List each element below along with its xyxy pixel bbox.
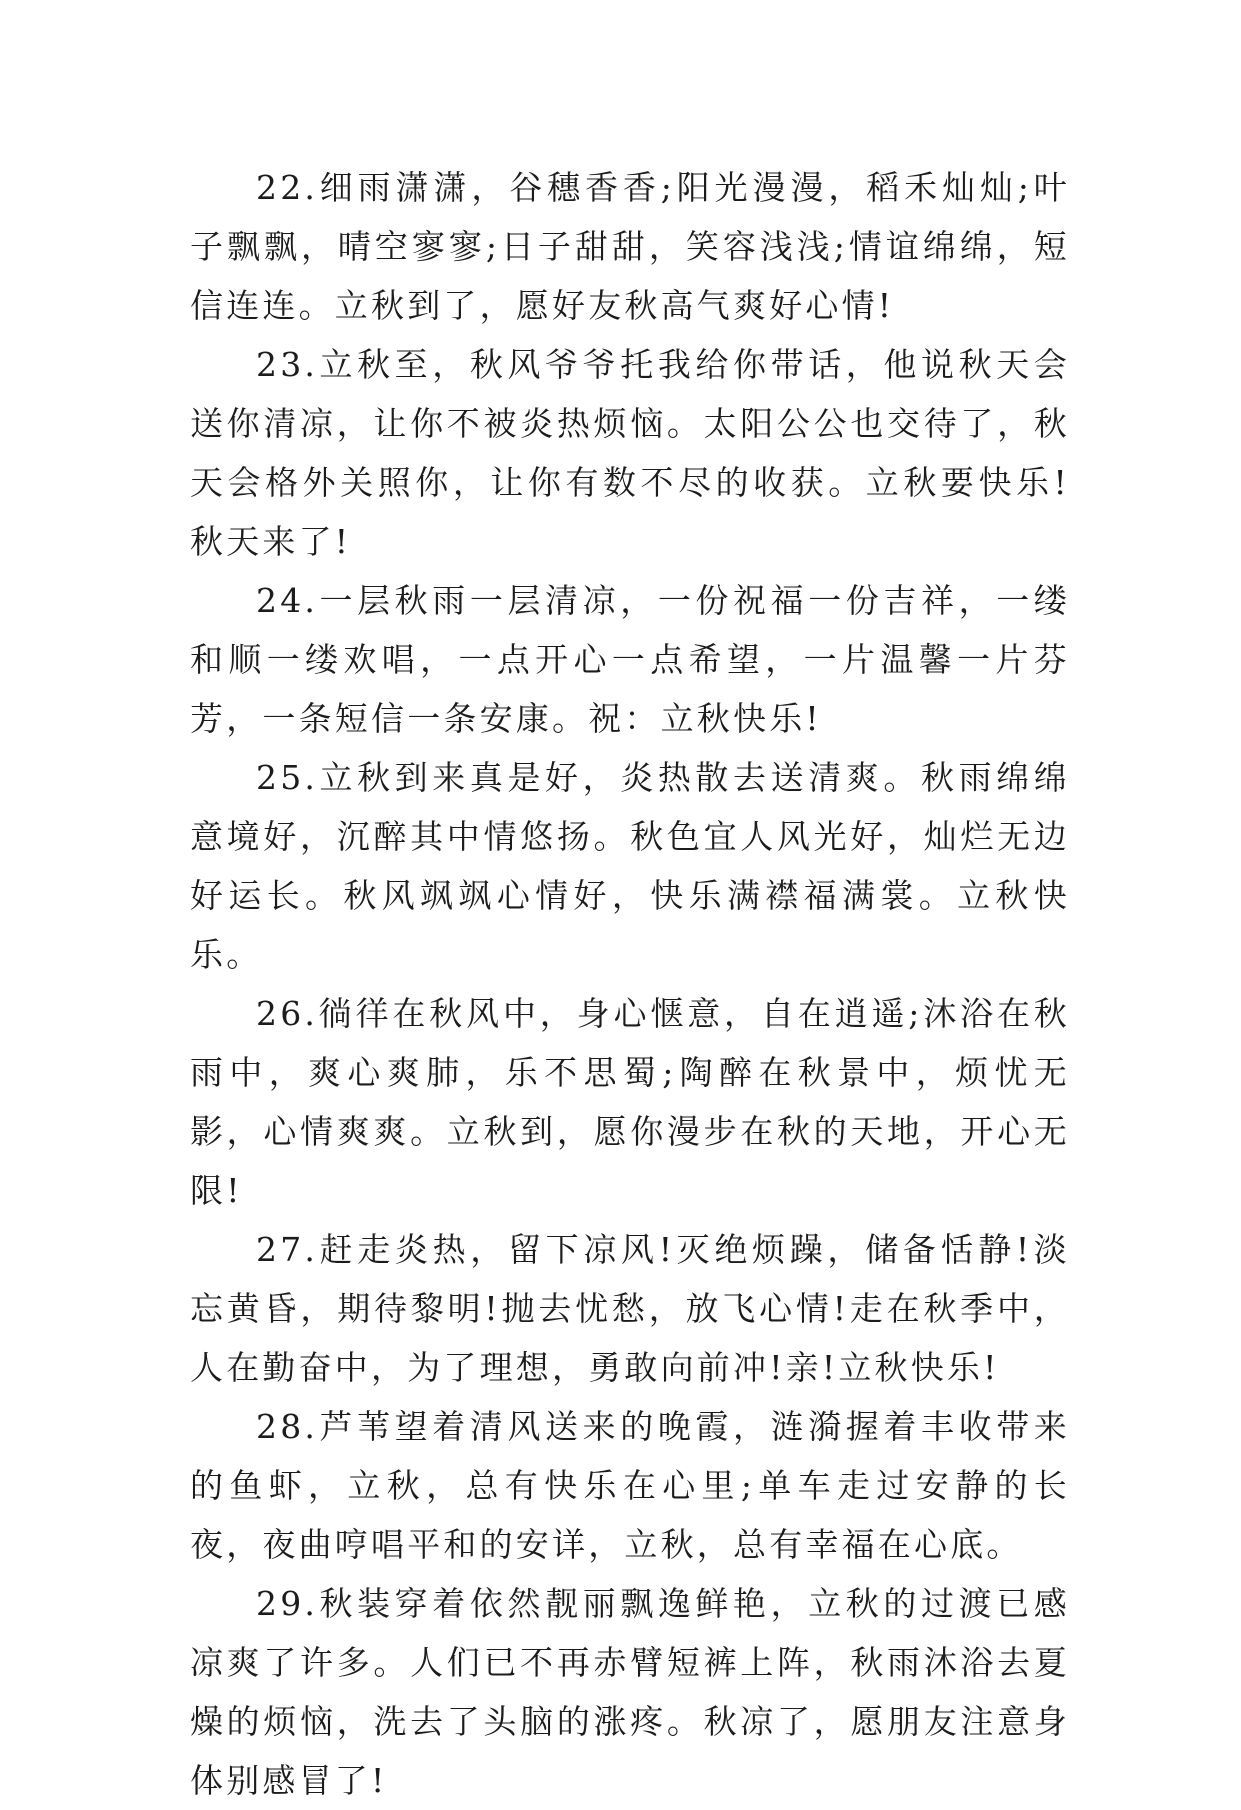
paragraph-23: 23.立秋至，秋风爷爷托我给你带话，他说秋天会送你清凉，让你不被炎热烦恼。太阳公公也交待了，秋天会格外关照你，让你有数不尽的收获。立秋要快乐!秋天来了! xyxy=(190,345,1070,561)
paragraph-22: 22.细雨潇潇，谷穗香香;阳光漫漫，稻禾灿灿;叶子飘飘，晴空寥寥;日子甜甜，笑容浅浅;情谊绵绵，短信连连。立秋到了，愿好友秋高气爽好心情! xyxy=(190,168,1070,325)
document-body xyxy=(190,158,1070,1810)
paragraph-26: 26.徜徉在秋风中，身心惬意，自在逍遥;沐浴在秋雨中，爽心爽肺，乐不思蜀;陶醉在秋景中，烦忧无影，心情爽爽。立秋到，愿你漫步在秋的天地，开心无限! xyxy=(190,994,1070,1210)
paragraph-29: 29.秋装穿着依然靓丽飘逸鲜艳，立秋的过渡已感凉爽了许多。人们已不再赤臂短裤上阵，秋雨沐浴去夏燥的烦恼，洗去了头脑的涨疼。秋凉了，愿朋友注意身体别感冒了! xyxy=(190,1584,1070,1800)
paragraph-25: 25.立秋到来真是好，炎热散去送清爽。秋雨绵绵意境好，沉醉其中情悠扬。秋色宜人风光好，灿烂无边好运长。秋风飒飒心情好，快乐满襟福满裳。立秋快乐。 xyxy=(190,758,1070,974)
paragraph-27: 27.赶走炎热，留下凉风!灭绝烦躁，储备恬静!淡忘黄昏，期待黎明!抛去忧愁，放飞心情!走在秋季中，人在勤奋中，为了理想，勇敢向前冲!亲!立秋快乐! xyxy=(190,1230,1070,1387)
paragraph-24: 24.一层秋雨一层清凉，一份祝福一份吉祥，一缕和顺一缕欢唱，一点开心一点希望，一片温馨一片芬芳，一条短信一条安康。祝：立秋快乐! xyxy=(190,581,1070,738)
paragraph-28: 28.芦苇望着清风送来的晚霞，涟漪握着丰收带来的鱼虾，立秋，总有快乐在心里;单车走过安静的长夜，夜曲哼唱平和的安详，立秋，总有幸福在心底。 xyxy=(190,1407,1070,1564)
